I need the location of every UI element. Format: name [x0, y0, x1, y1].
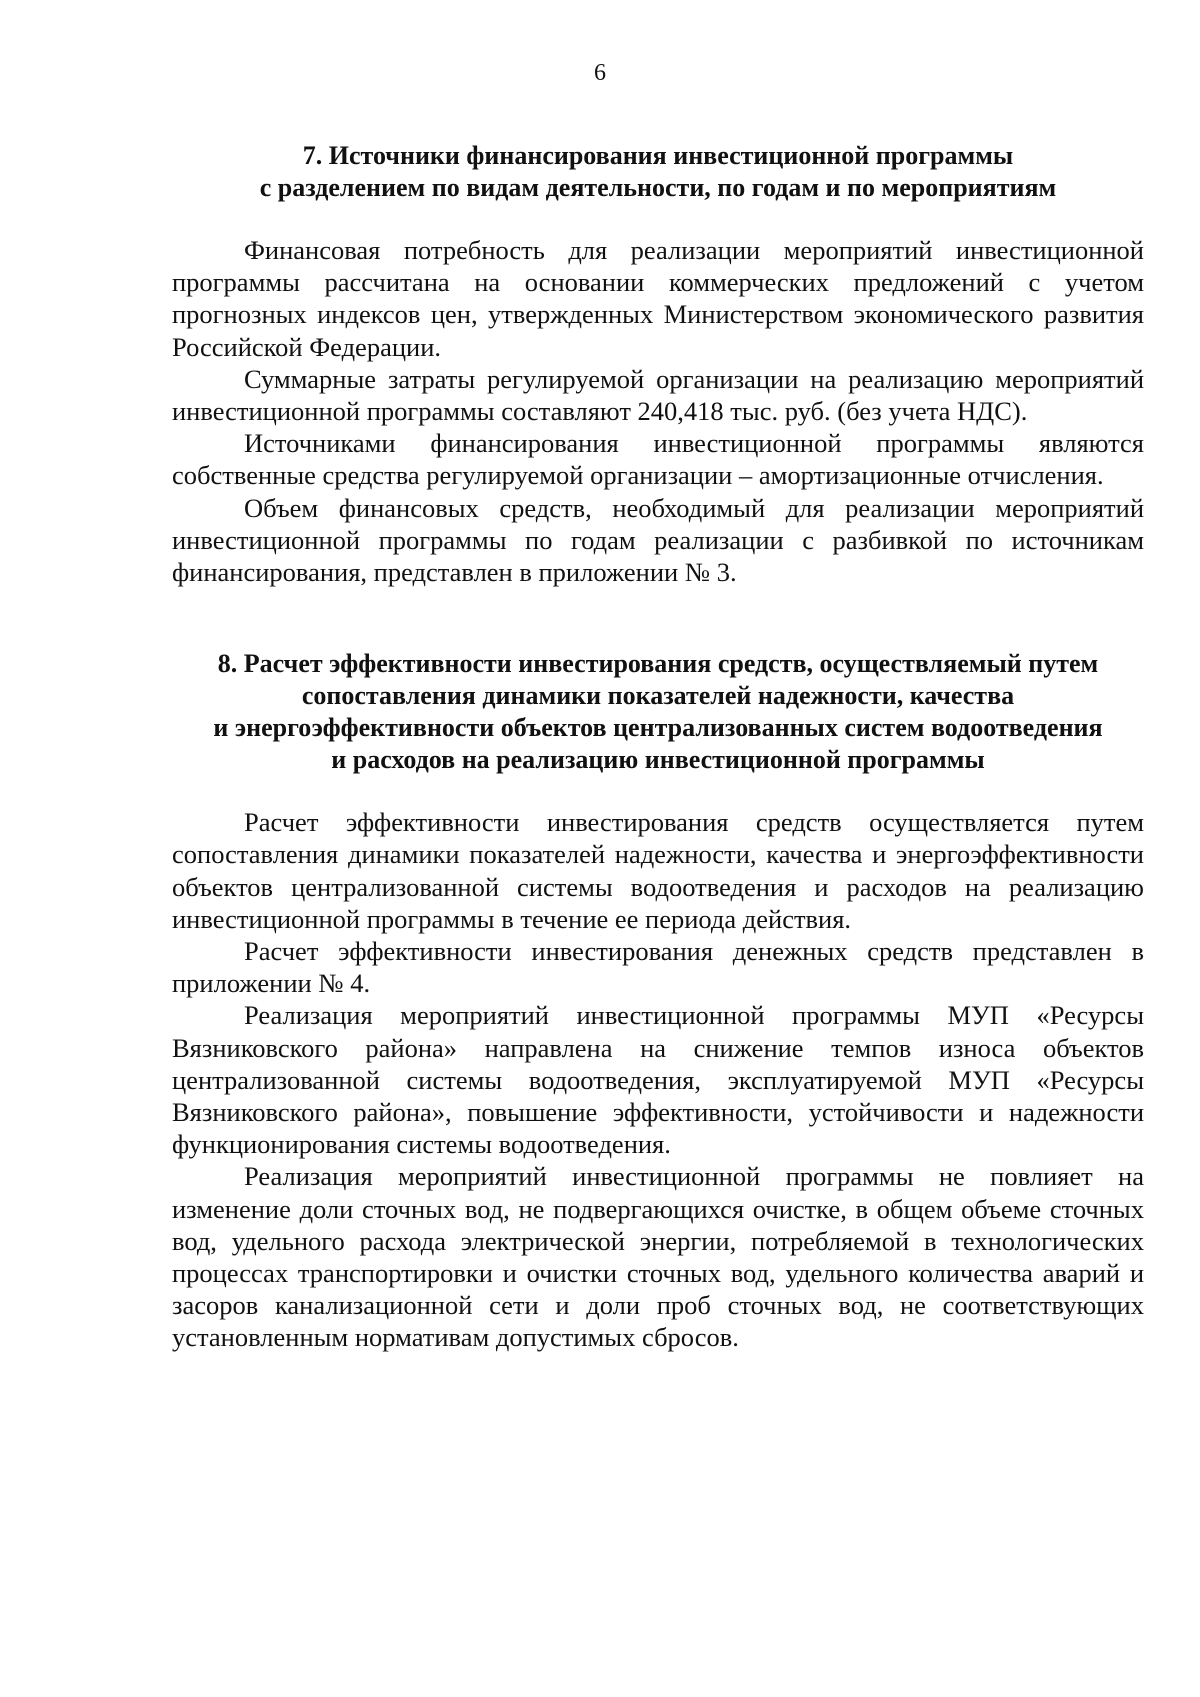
- spacer: [172, 588, 1144, 648]
- section-8-paragraph: Реализация мероприятий инвестиционной программы не повлияет на изменение доли сточных вод, не подвергающихся очистке, в общем объеме сточных вод, удельного расхода электрической энергии, потребляемой в технологических процессах транспортировки и очистки сточных вод, удельного количества аварий и засоров канализационной сети и доли проб сточных вод, не соответствующих установленным нормативам допустимых сбросов.: [172, 1161, 1144, 1353]
- section-8-paragraph: Реализация мероприятий инвестиционной программы МУП «Ресурсы Вязниковского района» направлена на снижение темпов износа объектов централизованной системы водоотведения, эксплуатируемой МУП «Ресурсы Вязниковского района», повышение эффективности, устойчивости и надежности функционирования системы водоотведения.: [172, 1000, 1144, 1160]
- section-7-heading-line: с разделением по видам деятельности, по годам и по мероприятиям: [259, 173, 1057, 202]
- section-7-heading-line: 7. Источники финансирования инвестиционной программы: [302, 141, 1014, 170]
- section-8-paragraph: Расчет эффективности инвестирования средств осуществляется путем сопоставления динамики показателей надежности, качества и энергоэффективности объектов централизованной системы водоотведения и расходов на реализацию инвестиционной программы в течение ее периода действия.: [172, 807, 1144, 934]
- section-8-heading-line: 8. Расчет эффективности инвестирования средств, осуществляемый путем: [217, 649, 1099, 679]
- section-7-paragraph: Объем финансовых средств, необходимый для реализации мероприятий инвестиционной программы по годам реализации с разбивкой по источникам финансирования, представлен в приложении № 3.: [172, 492, 1144, 588]
- section-8-heading-line: и расходов на реализацию инвестиционной программы: [331, 745, 985, 775]
- spacer: [172, 204, 1144, 234]
- section-7-paragraph: Источниками финансирования инвестиционной программы являются собственные средства регулируемой организации – амортизационные отчисления.: [172, 428, 1144, 491]
- section-8-heading-line: и энергоэффективности объектов централизованных систем водоотведения: [213, 713, 1103, 743]
- spacer: [172, 776, 1144, 806]
- page-number: 6: [594, 60, 606, 86]
- section-7-paragraph: Финансовая потребность для реализации мероприятий инвестиционной программы рассчитана на основании коммерческих предложений с учетом прогнозных индексов цен, утвержденных Министерством экономического развития Российской Федерации.: [172, 235, 1144, 362]
- document-body: [172, 140, 1144, 1354]
- section-7-heading: [172, 140, 1144, 204]
- section-8-heading-line: сопоставления динамики показателей надежности, качества: [301, 681, 1015, 711]
- section-8-heading: [172, 648, 1144, 776]
- section-8-paragraph: Расчет эффективности инвестирования денежных средств представлен в приложении № 4.: [172, 936, 1144, 999]
- section-7-paragraph: Суммарные затраты регулируемой организации на реализацию мероприятий инвестиционной программы составляют 240,418 тыс. руб. (без учета НДС).: [172, 363, 1144, 427]
